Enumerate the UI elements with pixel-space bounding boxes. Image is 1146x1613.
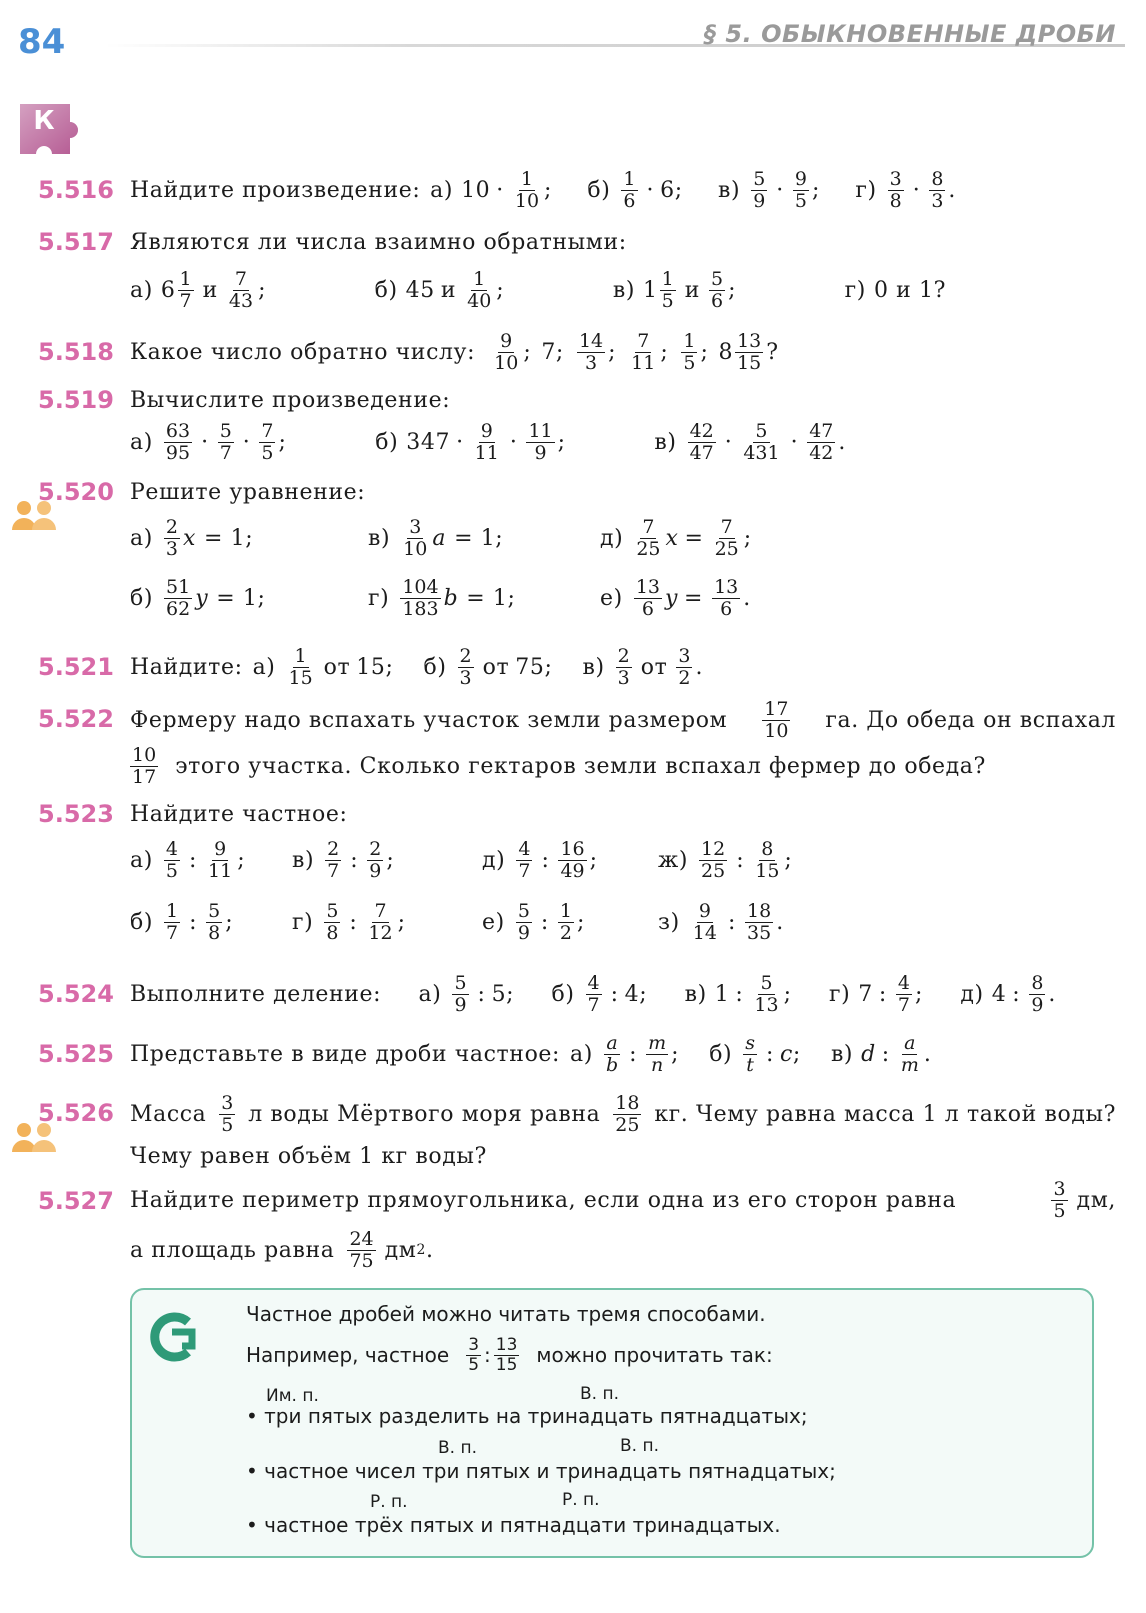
item-v: в) $\frac{3}{10}$ a = 1; [368, 515, 504, 560]
fraction: $\frac{9}{14}$ [692, 899, 717, 944]
fraction: $\frac{2}{3}$ [165, 515, 178, 560]
fraction: $\frac{10}{17}$ [132, 743, 157, 788]
fraction: $\frac{5}{431}$ [743, 419, 780, 464]
note-bullet-2: • частное чисел три пятых и тринадцать пятнадцатых; [246, 1459, 836, 1483]
fraction: $\frac{1}{6}$ [623, 167, 636, 212]
item-label: в) [718, 177, 741, 203]
fraction: $\frac{2}{3}$ [617, 644, 630, 689]
problem-text: Найдите частное: [130, 801, 348, 827]
item-a: а) $\frac{2}{3}$ x = 1; [130, 515, 254, 560]
problem-text: Найдите произведение: [130, 177, 421, 203]
fraction: $\frac{5}{8}$ [326, 899, 339, 944]
note-icon [148, 1312, 196, 1362]
problem-number: 5.519 [38, 386, 114, 414]
item-b: б) $\frac{s}{t}$ : c ; [709, 1031, 801, 1076]
problem-number: 5.517 [38, 228, 114, 256]
item-v: в) 1 $\frac{1}{5}$ и $\frac{5}{6}$ ; [612, 267, 737, 312]
fraction: $\frac{9}{11}$ [208, 837, 233, 882]
case-label: Р. п. [562, 1490, 600, 1510]
fraction: $\frac{18}{35}$ [747, 899, 772, 944]
fraction: $\frac{7}{43}$ [228, 267, 254, 312]
fraction: $\frac{8}{3}$ [931, 167, 944, 212]
fraction: $\frac{13}{6}$ [714, 575, 739, 620]
fraction: $\frac{13}{6}$ [635, 575, 660, 620]
fraction: $\frac{12}{25}$ [701, 837, 726, 882]
problem-5-518: Какое число обратно числу: $\frac{9}{10}$ ; 7; $\frac{14}{3}$ ; $\frac{7}{11}$ ; $\frac{1}{5}$ ; 8 $\frac{13}{15}$ ? [130, 329, 779, 374]
problem-number: 5.525 [38, 1040, 114, 1068]
case-label: В. п. [438, 1438, 477, 1458]
problem-5-526-line1 [130, 1086, 1116, 1142]
item-e: е) $\frac{13}{6}$ y = $\frac{13}{6}$ . [600, 575, 751, 620]
fraction: $\frac{7}{12}$ [368, 899, 393, 944]
problem-number: 5.524 [38, 980, 114, 1008]
fraction: $\frac{13}{15}$ [737, 329, 762, 374]
item-label: а) [430, 177, 454, 203]
fraction: $\frac{9}{5}$ [794, 167, 807, 212]
item-a: а) $\frac{63}{95}$ · $\frac{5}{7}$ · $\frac{7}{5}$ ; [130, 419, 287, 464]
case-label: В. п. [580, 1384, 619, 1404]
fraction: $\frac{3}{2}$ [678, 644, 691, 689]
fraction: $\frac{17}{10}$ [764, 697, 789, 742]
item-d: д) 4 : $\frac{8}{9}$ . [960, 971, 1056, 1016]
item-b: б) $\frac{4}{7}$ : 4; [551, 971, 648, 1016]
problem-text: Представьте в виде дроби частное: [130, 1041, 561, 1067]
problem-5-517-items [130, 262, 946, 318]
problem-5-525 [130, 1026, 1116, 1082]
item-g: г) $\frac{104}{183}$ b = 1; [368, 575, 516, 620]
fraction: $\frac{5}{7}$ [219, 419, 232, 464]
fraction: $\frac{42}{47}$ [689, 419, 714, 464]
problem-text: Масса [130, 1101, 207, 1127]
fraction: $\frac{5}{6}$ [710, 267, 724, 312]
fraction: $\frac{4}{7}$ [518, 837, 531, 882]
problem-text: кг. Чему равна масса 1 л такой воды? [654, 1101, 1116, 1127]
fraction: $\frac{1}{15}$ [288, 644, 313, 689]
fraction: $\frac{9}{11}$ [474, 419, 499, 464]
fraction: $\frac{1}{10}$ [514, 167, 540, 212]
item-b: б) $\frac{1}{7}$ : $\frac{5}{8}$ ; [130, 899, 234, 944]
fraction: $\frac{1}{5}$ [661, 267, 674, 312]
problem-5-519 [130, 384, 1116, 416]
problem-text: этого участка. Сколько гектаров земли вспахал фермер до обеда? [175, 753, 986, 779]
item-b: б) $\frac{1}{6}$ · 6 ; [587, 167, 683, 212]
fraction: $\frac{7}{25}$ [636, 515, 661, 560]
item-zh: ж) $\frac{12}{25}$ : $\frac{8}{15}$ ; [658, 837, 793, 882]
fraction: $\frac{s}{t}$ [745, 1031, 755, 1076]
fraction: $\frac{2}{9}$ [369, 837, 382, 882]
item-a: а) $\frac{a}{b}$ : $\frac{m}{n}$ ; [570, 1031, 680, 1076]
problem-text: Чему равен объём 1 кг воды? [130, 1143, 487, 1169]
fraction: $\frac{104}{183}$ [402, 575, 439, 620]
fraction: $\frac{1}{5}$ [683, 329, 696, 374]
problem-5-517 [130, 226, 1116, 258]
fraction: $\frac{7}{5}$ [261, 419, 274, 464]
fraction: $\frac{16}{49}$ [560, 837, 585, 882]
fraction: $\frac{13}{15}$ [495, 1334, 518, 1375]
item-a: а) 10 · $\frac{1}{10}$ ; [430, 167, 553, 212]
item-label: г) [855, 177, 877, 203]
fraction: $\frac{8}{9}$ [1031, 971, 1044, 1016]
problem-text: га. До обеда он вспахал [825, 707, 1116, 733]
item-a: а) $\frac{5}{9}$ : 5; [418, 971, 515, 1016]
fraction: $\frac{3}{5}$ [468, 1334, 480, 1375]
problem-5-522-line2 [130, 738, 1116, 794]
note-line-2: Например, частное $\frac{3}{5}$ : $\frac{13}{15}$ можно прочитать так: [246, 1334, 773, 1375]
page-number: 84 [18, 22, 66, 62]
case-label: Р. п. [370, 1492, 408, 1512]
problem-text: Фермеру надо вспахать участок земли размером [130, 707, 728, 733]
problem-5-523 [130, 798, 1116, 830]
item-v: в) $\frac{42}{47}$ · $\frac{5}{431}$ · $\frac{47}{42}$ . [654, 419, 846, 464]
fraction: $\frac{3}{8}$ [889, 167, 902, 212]
fraction: $\frac{18}{25}$ [615, 1091, 640, 1136]
fraction: $\frac{47}{42}$ [809, 419, 834, 464]
fraction: $\frac{2}{7}$ [327, 837, 340, 882]
fraction: $\frac{1}{2}$ [559, 899, 573, 944]
problem-text: а площадь равна [130, 1237, 335, 1263]
problem-text: Решите уравнение: [130, 479, 366, 505]
item-a: а) $\frac{1}{15}$ от 15; [252, 644, 394, 689]
section-badge [18, 100, 80, 158]
fraction: $\frac{4}{5}$ [165, 837, 178, 882]
fraction: $\frac{2}{3}$ [459, 644, 472, 689]
item-b: б) 45 и $\frac{1}{40}$ ; [374, 267, 505, 312]
item-e: е) $\frac{5}{9}$ : $\frac{1}{2}$ ; [482, 899, 586, 944]
note-bullet-3: • частное трёх пятых и пятнадцати тринадцатых. [246, 1513, 781, 1537]
problem-5-527-line2: а площадь равна $\frac{24}{75}$ дм 2 . [130, 1227, 434, 1272]
case-label: В. п. [620, 1436, 659, 1456]
fraction: $\frac{24}{75}$ [349, 1227, 374, 1272]
item-v: в) $\frac{2}{3}$ от $\frac{3}{2}$ . [582, 644, 704, 689]
problem-5-526-line2 [130, 1140, 1116, 1172]
problem-5-524 [130, 966, 1056, 1022]
problem-text: Какое число обратно числу: [130, 339, 476, 365]
fraction: $\frac{5}{9}$ [753, 167, 766, 212]
problem-5-527-line1: Найдите периметр прямоугольника, если одна из его сторон равна $\frac{3}{5}$ дм, [130, 1177, 1116, 1222]
fraction: $\frac{3}{5}$ [221, 1091, 234, 1136]
problem-number: 5.522 [38, 705, 114, 733]
problem-5-520 [130, 476, 1116, 508]
fraction: $\frac{51}{62}$ [166, 575, 191, 620]
item-d: д) $\frac{7}{25}$ x = $\frac{7}{25}$ ; [600, 515, 752, 560]
fraction: $\frac{11}{9}$ [528, 419, 553, 464]
fraction: $\frac{63}{95}$ [165, 419, 191, 464]
problem-number: 5.526 [38, 1099, 114, 1127]
item-v: в) 1 : $\frac{5}{13}$ ; [684, 971, 792, 1016]
fraction: $\frac{m}{n}$ [648, 1031, 667, 1076]
fraction: $\frac{8}{15}$ [755, 837, 780, 882]
number: 10 [461, 177, 491, 203]
problem-text: Вычислите произведение: [130, 387, 451, 413]
fraction: $\frac{7}{25}$ [714, 515, 739, 560]
item-g: г) 0 и 1? [844, 277, 946, 303]
fraction: $\frac{5}{9}$ [517, 899, 530, 944]
problem-text: Являются ли числа взаимно обратными: [130, 229, 627, 255]
fraction: $\frac{14}{3}$ [578, 329, 604, 374]
fraction: $\frac{a}{b}$ [605, 1031, 619, 1076]
problem-5-520-row1 [130, 510, 1116, 566]
item-v: в) $\frac{5}{9}$ · $\frac{9}{5}$ ; [718, 167, 820, 212]
problem-5-523-row1 [130, 832, 1116, 888]
problem-text: Найдите периметр прямоугольника, если одна из его сторон равна [130, 1187, 957, 1213]
note-line-1: Частное дробей можно читать тремя способами. [246, 1302, 766, 1326]
problem-5-520-row2 [130, 570, 1116, 626]
problem-text: л воды Мёртвого моря равна [248, 1101, 601, 1127]
fraction: $\frac{1}{40}$ [467, 267, 492, 312]
fraction: $\frac{4}{7}$ [587, 971, 600, 1016]
item-b: б) $\frac{51}{62}$ y = 1; [130, 575, 266, 620]
item-b: б) 347 · $\frac{9}{11}$ · $\frac{11}{9}$ ; [375, 419, 566, 464]
fraction: $\frac{5}{9}$ [454, 971, 467, 1016]
problem-text: Выполните деление: [130, 981, 382, 1007]
chapter-title: § 5. ОБЫКНОВЕННЫЕ ДРОБИ [704, 20, 1116, 48]
fraction: $\frac{3}{10}$ [403, 515, 428, 560]
item-g: г) 7 : $\frac{4}{7}$ ; [828, 971, 923, 1016]
case-label: Им. п. [266, 1386, 319, 1406]
fraction: $\frac{7}{11}$ [631, 329, 656, 374]
fraction: $\frac{4}{7}$ [897, 971, 910, 1016]
problem-5-521 [130, 639, 1116, 695]
item-v: в) d : $\frac{a}{m}$ . [830, 1031, 932, 1076]
fraction: $\frac{a}{m}$ [900, 1031, 919, 1076]
problem-number: 5.520 [38, 478, 114, 506]
fraction: $\frac{3}{5}$ [1053, 1177, 1066, 1222]
problem-number: 5.521 [38, 653, 114, 681]
problem-number: 5.516 [38, 176, 114, 204]
item-z: з) $\frac{9}{14}$ : $\frac{18}{35}$ . [658, 899, 784, 944]
item-g: г) $\frac{5}{8}$ : $\frac{7}{12}$ ; [292, 899, 406, 944]
fraction: $\frac{5}{13}$ [754, 971, 779, 1016]
fraction: $\frac{1}{7}$ [166, 899, 179, 944]
item-g: г) $\frac{3}{8}$ · $\frac{8}{3}$ . [855, 167, 956, 212]
problem-5-523-row2 [130, 894, 1116, 950]
item-d: д) $\frac{4}{7}$ : $\frac{16}{49}$ ; [482, 837, 598, 882]
note-bullet-1: • три пятых разделить на тринадцать пятнадцатых; [246, 1404, 808, 1428]
item-a: а) 6 $\frac{1}{7}$ и $\frac{7}{43}$ ; [130, 267, 267, 312]
item-a: а) $\frac{4}{5}$ : $\frac{9}{11}$ ; [130, 837, 246, 882]
fraction: $\frac{1}{7}$ [179, 267, 192, 312]
problem-number: 5.527 [38, 1187, 114, 1215]
item-v: в) $\frac{2}{7}$ : $\frac{2}{9}$ ; [292, 837, 395, 882]
problem-5-516 [130, 162, 956, 218]
problem-number: 5.518 [38, 338, 114, 366]
item-label: б) [587, 177, 611, 203]
fraction: $\frac{5}{8}$ [208, 899, 221, 944]
problem-text: Найдите: [130, 654, 243, 680]
problem-5-519-items [130, 414, 846, 470]
problem-number: 5.523 [38, 800, 114, 828]
item-b: б) $\frac{2}{3}$ от 75; [423, 644, 553, 689]
badge-letter: К [33, 106, 55, 136]
fraction: $\frac{9}{10}$ [494, 329, 519, 374]
